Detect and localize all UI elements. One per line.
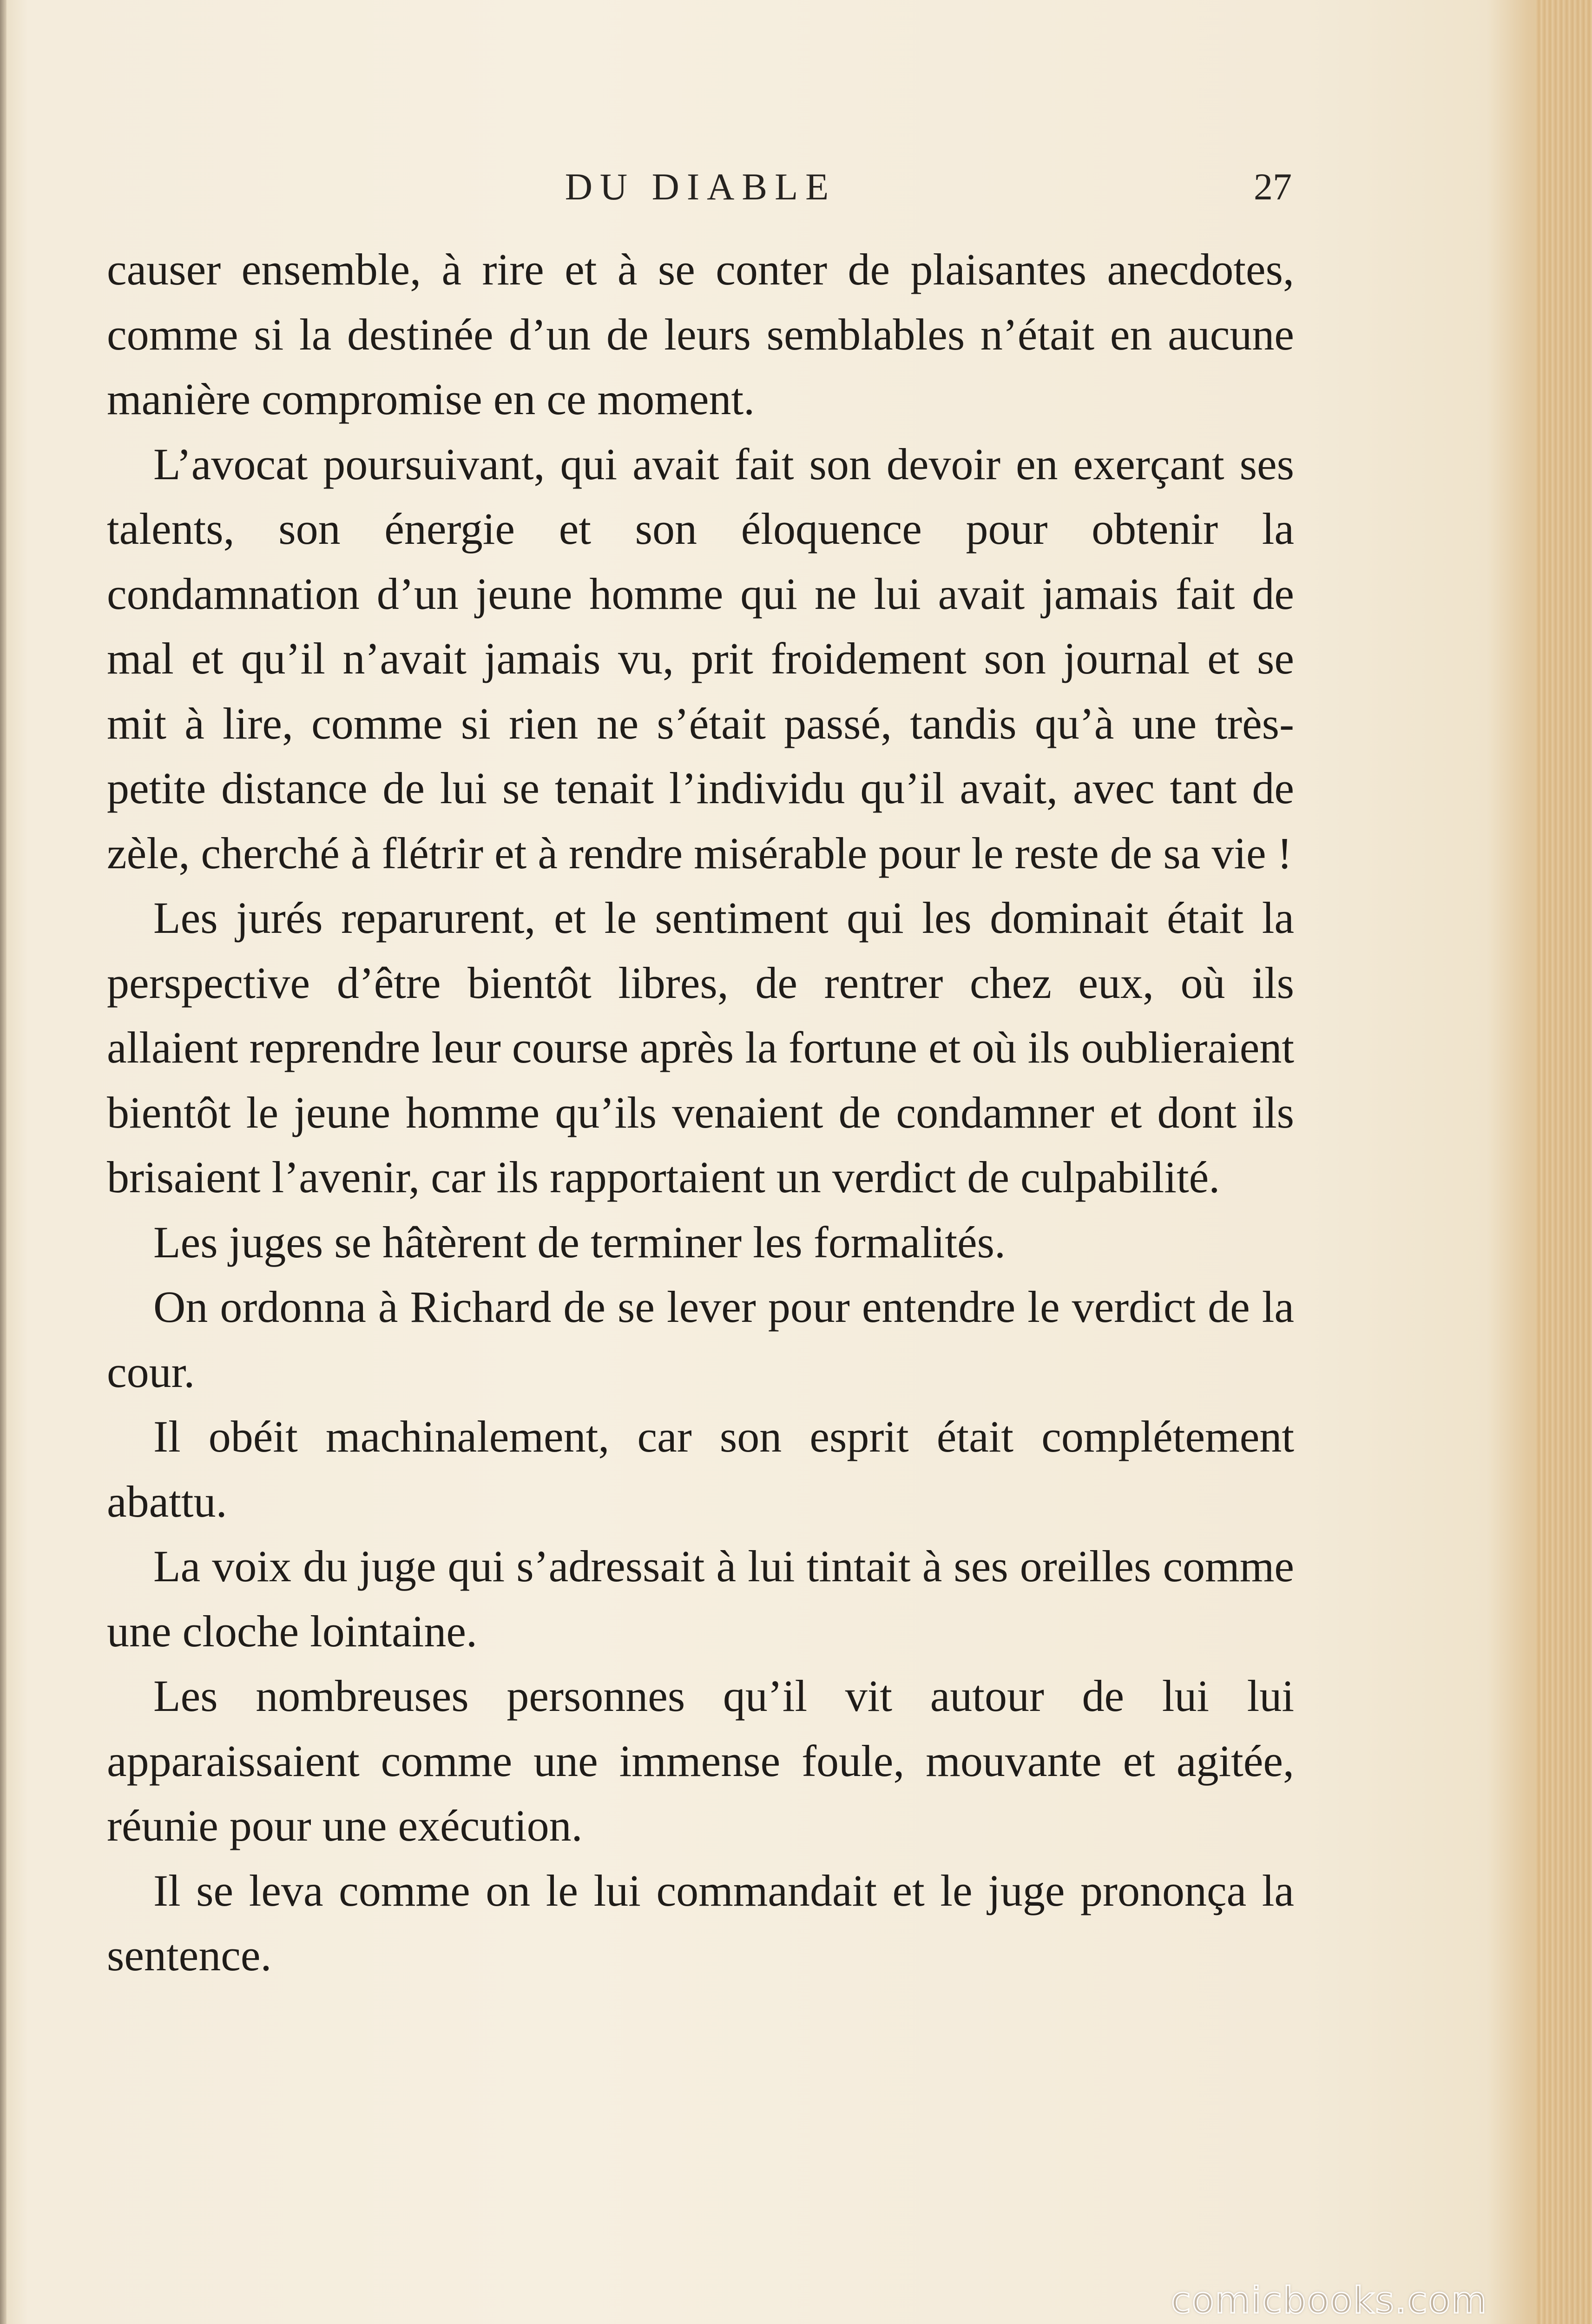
- paragraph-7: La voix du juge qui s’adressait à lui tintait à ses oreilles comme une cloche lointaine.: [107, 1541, 1294, 1656]
- paragraph-1: causer ensemble, à rire et à se conter de plaisantes anecdotes, comme si la destinée d’un de leurs semblables n’était en aucune manière compromise en ce moment.: [107, 244, 1294, 424]
- paragraph-5: On ordonna à Richard de se lever pour entendre le verdict de la cour.: [107, 1282, 1294, 1397]
- paragraph-2: L’avocat poursuivant, qui avait fait son devoir en exerçant ses talents, son énergie et son éloquence pour obtenir la condamnation d’un jeune homme qui ne lui avait jamais fait de mal et qu’il n’avait jamais vu, prit froidement son journal et se mit à lire, comme si rien ne s’était passé, tandis qu’à une très-petite distance de lui se tenait l’individu qu’il avait, avec tant de zèle, cherché à flétrir et à rendre misérable pour le reste de sa vie !: [107, 439, 1294, 878]
- paragraph-3: Les jurés reparurent, et le sentiment qui les dominait était la perspective d’être bientôt libres, de rentrer chez eux, où ils allaient reprendre leur course après la fortune et où ils oublieraient bientôt le jeune homme qu’ils venaient de condamner et dont ils brisaient l’avenir, car ils rapportaient un verdict de culpabilité.: [107, 893, 1294, 1202]
- page-left-edge: [0, 0, 7, 2324]
- running-title: DU DIABLE: [565, 165, 836, 208]
- running-head: [109, 165, 1292, 216]
- paragraph-9: Il se leva comme on le lui commandait et le juge prononça la sentence.: [107, 1865, 1294, 1980]
- page-number: 27: [1254, 165, 1292, 208]
- watermark: comicbooks.com: [1171, 2280, 1488, 2322]
- paragraph-6: Il obéit machinalement, car son esprit était complétement abattu.: [107, 1412, 1294, 1526]
- paragraph-8: Les nombreuses personnes qu’il vit autour de lui lui apparaissaient comme une immense foule, mouvante et agitée, réunie pour une exécution.: [107, 1671, 1294, 1850]
- page-right-edge: [1536, 0, 1592, 2324]
- body-text: [107, 237, 1294, 1988]
- paragraph-4: Les juges se hâtèrent de terminer les formalités.: [153, 1217, 1006, 1267]
